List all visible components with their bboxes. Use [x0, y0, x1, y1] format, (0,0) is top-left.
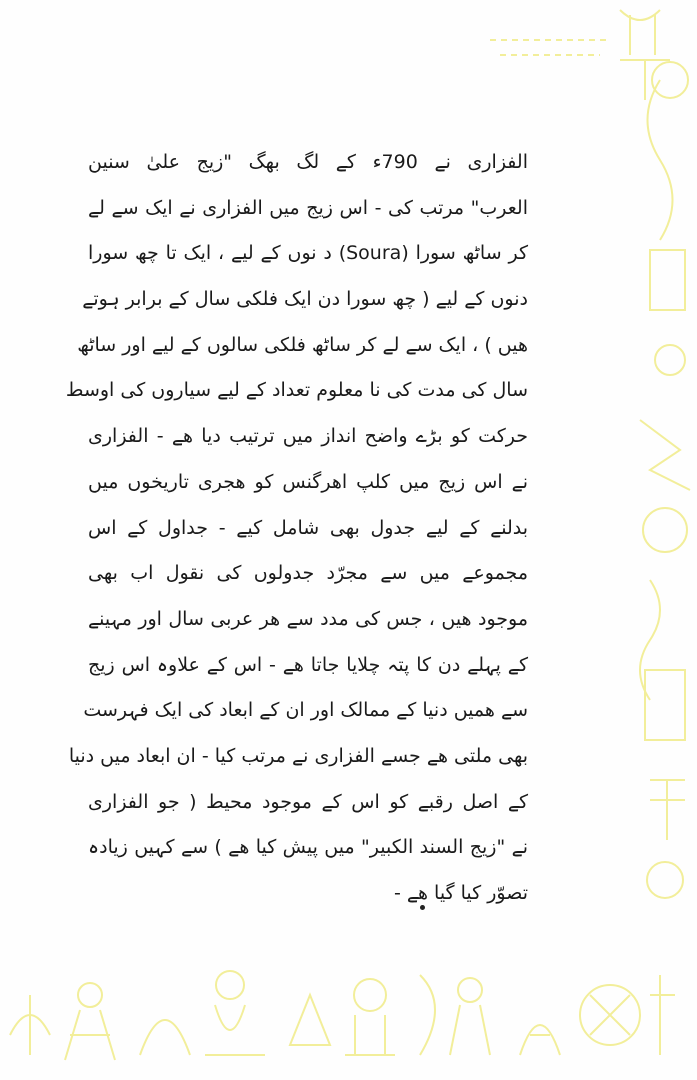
- text-line: دنوں کے لیے ( چھ سورا دن ایک فلکی سال کے برابر ہوتے: [82, 288, 528, 311]
- text-line: سے ھمیں دنیا کے ممالک اور ان کے ابعاد کی ایک فہرست: [83, 699, 528, 722]
- text-line: حرکت کو بڑے واضح انداز میں ترتیب دیا ھے - الفزاری: [88, 425, 528, 448]
- text-line: نے اس زیج میں کلپ اھرگنس کو ھجری تاریخوں میں: [88, 470, 528, 493]
- text-line: الفزاری نے 790ء کے لگ بھگ "زیج علیٰ سنین: [88, 151, 528, 173]
- text-line: تصوّر کیا گیا ھے -: [393, 882, 528, 904]
- ink-dot: [420, 905, 425, 910]
- text-line: العرب" مرتب کی - اس زیج میں الفزاری نے ایک سے لے: [88, 196, 528, 219]
- text-line: سال کی مدت کی نا معلوم تعداد کے لیے سیاروں کی اوسط: [65, 379, 528, 402]
- text-line: کر ساٹھ سورا (Soura) د نوں کے لیے ، ایک تا چھ سورا: [88, 242, 528, 265]
- text-line: کے پہلے دن کا پتہ چلایا جاتا ھے - اس کے علاوہ اس زیج: [88, 653, 528, 676]
- text-line: بدلنے کے لیے جدول بھی شامل کیے - جداول کے اس: [88, 516, 528, 539]
- vessel-sketch-icon: [620, 60, 697, 940]
- text-line: مجموعے میں سے مجرّد جدولوں کی نقول اب بھی: [88, 562, 528, 585]
- scholar-sketch-icon: [0, 935, 697, 1080]
- text-line: نے "زیج السند الکبیر" میں پیش کیا ھے ) سے کہیں زیادہ: [88, 836, 528, 859]
- text-line: بھی ملتی ھے جسے الفزاری نے مرتب کیا - ان ابعاد میں دنیا: [68, 744, 528, 767]
- text-line: ھیں ) ، ایک سے لے کر ساٹھ فلکی سالوں کے لیے اور ساٹھ: [77, 333, 528, 356]
- text-line: موجود ھیں ، جس کی مدد سے ھر عربی سال اور مہینے: [88, 607, 528, 630]
- text-line: کے اصل رقبے کو اس کے موجود محیط ( جو الفزاری: [88, 790, 528, 813]
- urdu-paragraph: [65, 140, 528, 917]
